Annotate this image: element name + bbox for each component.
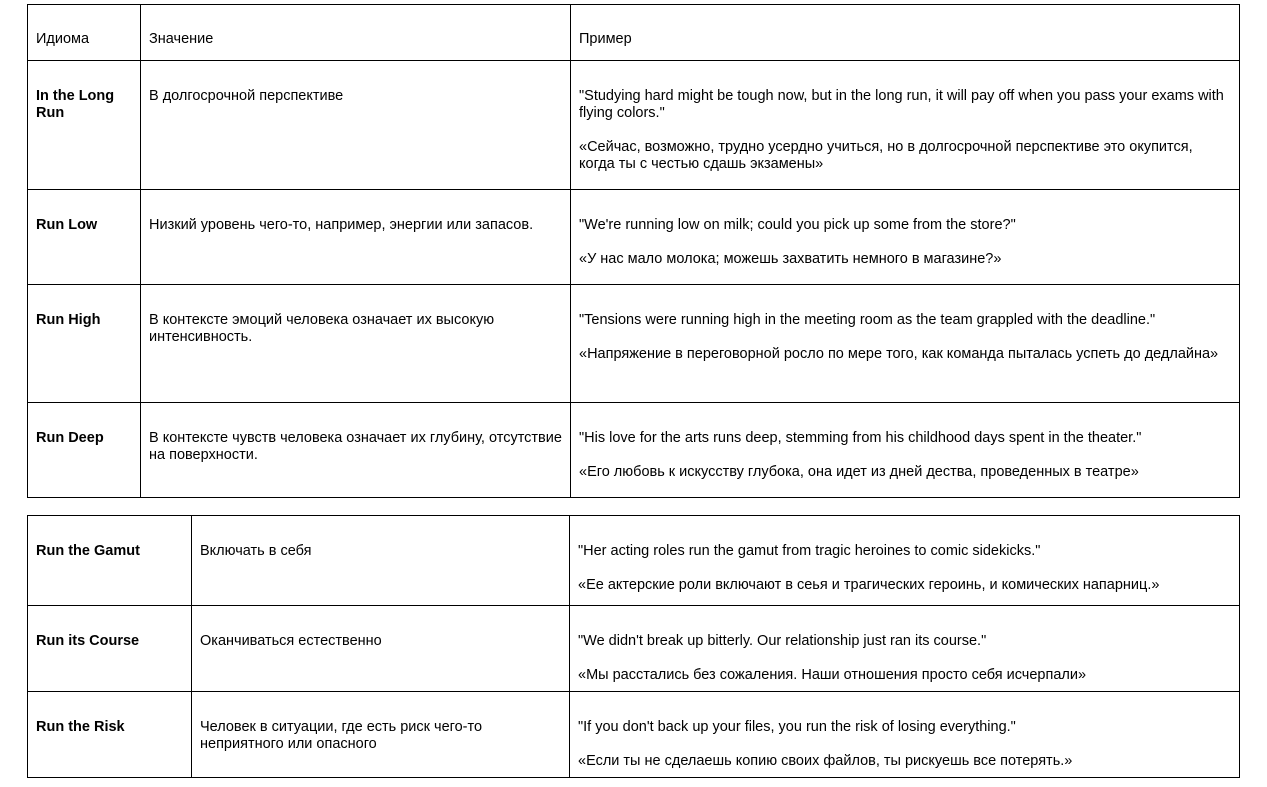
idiom-cell: Run High	[28, 285, 141, 403]
example-en: "We're running low on milk; could you pick up some from the store?"	[579, 217, 1016, 233]
meaning-cell: В долгосрочной перспективе	[141, 61, 571, 190]
example-cell	[571, 61, 1240, 190]
table-row	[28, 285, 1240, 403]
idiom-cell: Run Deep	[28, 403, 141, 498]
example-en: "Studying hard might be tough now, but in the long run, it will pay off when you pass your exams with flying colors."	[579, 88, 1224, 121]
table-row	[28, 190, 1240, 285]
meaning-cell: Человек в ситуации, где есть риск чего-то неприятного или опасного	[192, 692, 570, 778]
header-example: Пример	[571, 5, 1240, 61]
idiom-cell: Run its Course	[28, 606, 192, 692]
example-en: "His love for the arts runs deep, stemming from his childhood days spent in the theater."	[579, 430, 1142, 446]
example-cell	[571, 190, 1240, 285]
meaning-cell: В контексте эмоций человека означает их высокую интенсивность.	[141, 285, 571, 403]
table-row	[28, 61, 1240, 190]
table-row	[28, 403, 1240, 498]
example-cell	[571, 285, 1240, 403]
idiom-cell: In the Long Run	[28, 61, 141, 190]
idioms-table-2	[27, 515, 1240, 778]
example-en: "If you don't back up your files, you run the risk of losing everything."	[578, 719, 1016, 735]
example-ru: «Мы расстались без сожаления. Наши отношения просто себя исчерпали»	[578, 667, 1087, 683]
example-ru: «Ее актерские роли включают в сеья и трагических героинь, и комических напарниц.»	[578, 577, 1160, 593]
meaning-cell: В контексте чувств человека означает их глубину, отсутствие на поверхности.	[141, 403, 571, 498]
idiom-cell: Run Low	[28, 190, 141, 285]
meaning-cell: Включать в себя	[192, 516, 570, 606]
header-idiom: Идиома	[28, 5, 141, 61]
table-row	[28, 606, 1240, 692]
idiom-cell: Run the Gamut	[28, 516, 192, 606]
table-header-row	[28, 5, 1240, 61]
example-en: "Tensions were running high in the meeting room as the team grappled with the deadline."	[579, 312, 1156, 328]
example-cell	[570, 516, 1240, 606]
example-ru: «Сейчас, возможно, трудно усердно учиться, но в долгосрочной перспективе это окупится, когда ты с честью сдашь экзамены»	[579, 139, 1193, 172]
meaning-cell: Оканчиваться естественно	[192, 606, 570, 692]
example-ru: «Его любовь к искусству глубока, она идет из дней дества, проведенных в театре»	[579, 464, 1139, 480]
table-row	[28, 516, 1240, 606]
example-cell	[571, 403, 1240, 498]
example-ru: «Если ты не сделаешь копию своих файлов, ты рискуешь все потерять.»	[578, 753, 1073, 769]
header-meaning: Значение	[141, 5, 571, 61]
example-ru: «У нас мало молока; можешь захватить немного в магазине?»	[579, 251, 1002, 267]
example-en: "Her acting roles run the gamut from tragic heroines to comic sidekicks."	[578, 543, 1041, 559]
example-cell	[570, 606, 1240, 692]
example-ru: «Напряжение в переговорной росло по мере того, как команда пыталась успеть до дедлайна»	[579, 346, 1219, 362]
meaning-cell: Низкий уровень чего-то, например, энергии или запасов.	[141, 190, 571, 285]
example-cell	[570, 692, 1240, 778]
idioms-table-1	[27, 4, 1240, 498]
idiom-cell: Run the Risk	[28, 692, 192, 778]
table-row	[28, 692, 1240, 778]
example-en: "We didn't break up bitterly. Our relationship just ran its course."	[578, 633, 987, 649]
